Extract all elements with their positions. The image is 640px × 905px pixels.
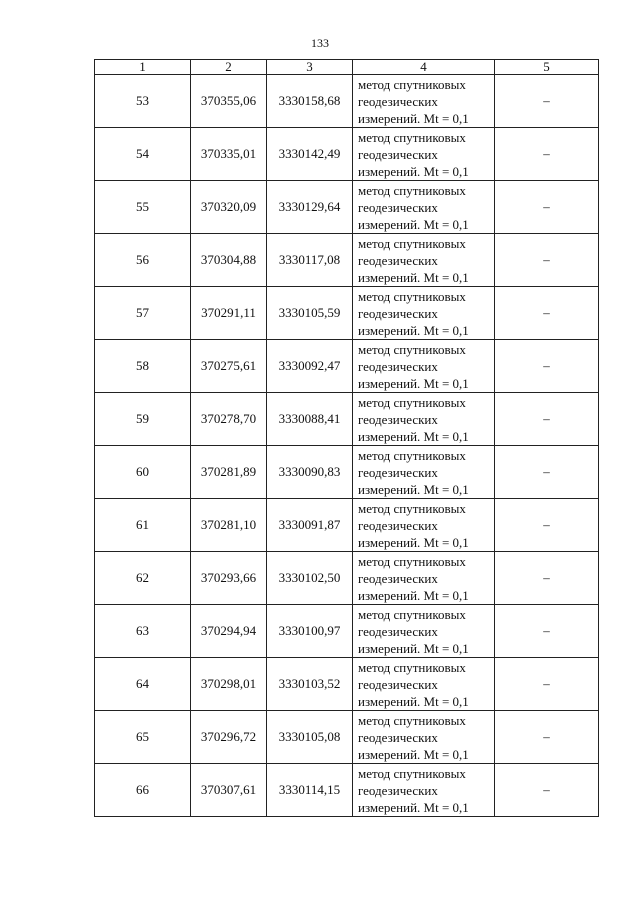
method-cell [353, 234, 495, 287]
note-cell: – [495, 340, 599, 393]
page-number: 133 [311, 36, 329, 50]
coordinate-y-cell: 3330114,15 [267, 764, 353, 817]
method-line: измерений. Mt = 0,1 [358, 587, 469, 603]
coordinate-y-cell: 3330092,47 [267, 340, 353, 393]
method-line: метод спутниковых [358, 394, 466, 410]
coordinate-y-cell: 3330158,68 [267, 75, 353, 128]
coordinate-x-cell: 370278,70 [191, 393, 267, 446]
method-cell [353, 658, 495, 711]
table-row [95, 764, 599, 817]
point-number-cell: 64 [95, 658, 191, 711]
method-cell [353, 181, 495, 234]
note-cell: – [495, 605, 599, 658]
note-cell: – [495, 764, 599, 817]
coordinate-y-cell: 3330129,64 [267, 181, 353, 234]
note-cell: – [495, 499, 599, 552]
coordinate-y-cell: 3330091,87 [267, 499, 353, 552]
method-cell [353, 552, 495, 605]
method-line: метод спутниковых [358, 76, 466, 92]
coordinate-y-cell: 3330088,41 [267, 393, 353, 446]
method-line: геодезических [358, 570, 438, 586]
table-row [95, 499, 599, 552]
coordinate-y-cell: 3330090,83 [267, 446, 353, 499]
table-row [95, 552, 599, 605]
coordinate-x-cell: 370281,89 [191, 446, 267, 499]
method-line: измерений. Mt = 0,1 [358, 799, 469, 815]
table-row [95, 393, 599, 446]
method-line: метод спутниковых [358, 182, 466, 198]
method-line: измерений. Mt = 0,1 [358, 746, 469, 762]
table-row [95, 446, 599, 499]
coordinate-x-cell: 370294,94 [191, 605, 267, 658]
point-number-cell: 63 [95, 605, 191, 658]
method-line: измерений. Mt = 0,1 [358, 481, 469, 497]
method-line: измерений. Mt = 0,1 [358, 375, 469, 391]
point-number-cell: 57 [95, 287, 191, 340]
method-cell [353, 764, 495, 817]
method-line: метод спутниковых [358, 341, 466, 357]
point-number-cell: 53 [95, 75, 191, 128]
coordinate-y-cell: 3330105,59 [267, 287, 353, 340]
method-line: измерений. Mt = 0,1 [358, 163, 469, 179]
method-line: геодезических [358, 305, 438, 321]
table-row [95, 340, 599, 393]
method-line: измерений. Mt = 0,1 [358, 216, 469, 232]
coordinate-y-cell: 3330105,08 [267, 711, 353, 764]
method-line: метод спутниковых [358, 447, 466, 463]
point-number-cell: 65 [95, 711, 191, 764]
coordinates-table [94, 59, 599, 817]
method-line: геодезических [358, 623, 438, 639]
coordinate-x-cell: 370296,72 [191, 711, 267, 764]
method-cell [353, 75, 495, 128]
table-row [95, 605, 599, 658]
method-line: геодезических [358, 411, 438, 427]
table-header-row [95, 60, 599, 75]
method-line: геодезических [358, 517, 438, 533]
note-cell: – [495, 75, 599, 128]
point-number-cell: 66 [95, 764, 191, 817]
method-cell [353, 393, 495, 446]
method-line: геодезических [358, 252, 438, 268]
method-line: геодезических [358, 464, 438, 480]
note-cell: – [495, 393, 599, 446]
note-cell: – [495, 234, 599, 287]
note-cell: – [495, 711, 599, 764]
coordinate-y-cell: 3330142,49 [267, 128, 353, 181]
table-row [95, 128, 599, 181]
column-header-5: 5 [495, 60, 599, 75]
method-line: метод спутниковых [358, 500, 466, 516]
method-line: измерений. Mt = 0,1 [358, 269, 469, 285]
note-cell: – [495, 658, 599, 711]
method-cell [353, 128, 495, 181]
point-number-cell: 54 [95, 128, 191, 181]
coordinate-x-cell: 370355,06 [191, 75, 267, 128]
point-number-cell: 55 [95, 181, 191, 234]
column-header-2: 2 [191, 60, 267, 75]
point-number-cell: 61 [95, 499, 191, 552]
note-cell: – [495, 446, 599, 499]
method-line: метод спутниковых [358, 129, 466, 145]
point-number-cell: 59 [95, 393, 191, 446]
point-number-cell: 60 [95, 446, 191, 499]
coordinate-x-cell: 370275,61 [191, 340, 267, 393]
column-header-3: 3 [267, 60, 353, 75]
column-header-4: 4 [353, 60, 495, 75]
method-line: метод спутниковых [358, 659, 466, 675]
method-line: метод спутниковых [358, 288, 466, 304]
method-line: метод спутниковых [358, 235, 466, 251]
table-row [95, 711, 599, 764]
method-line: геодезических [358, 199, 438, 215]
method-cell [353, 340, 495, 393]
note-cell: – [495, 287, 599, 340]
table-row [95, 75, 599, 128]
point-number-cell: 56 [95, 234, 191, 287]
table-row [95, 234, 599, 287]
point-number-cell: 58 [95, 340, 191, 393]
method-cell [353, 711, 495, 764]
coordinate-x-cell: 370281,10 [191, 499, 267, 552]
method-line: измерений. Mt = 0,1 [358, 640, 469, 656]
coordinate-x-cell: 370335,01 [191, 128, 267, 181]
coordinate-x-cell: 370307,61 [191, 764, 267, 817]
point-number-cell: 62 [95, 552, 191, 605]
note-cell: – [495, 552, 599, 605]
table-row [95, 658, 599, 711]
coordinate-x-cell: 370298,01 [191, 658, 267, 711]
method-line: метод спутниковых [358, 606, 466, 622]
method-line: геодезических [358, 782, 438, 798]
method-line: геодезических [358, 93, 438, 109]
coordinate-x-cell: 370291,11 [191, 287, 267, 340]
method-line: измерений. Mt = 0,1 [358, 110, 469, 126]
note-cell: – [495, 181, 599, 234]
coordinate-y-cell: 3330100,97 [267, 605, 353, 658]
coordinate-y-cell: 3330117,08 [267, 234, 353, 287]
coordinate-x-cell: 370304,88 [191, 234, 267, 287]
table-row [95, 181, 599, 234]
method-line: геодезических [358, 146, 438, 162]
coordinate-x-cell: 370320,09 [191, 181, 267, 234]
method-line: измерений. Mt = 0,1 [358, 693, 469, 709]
method-line: измерений. Mt = 0,1 [358, 534, 469, 550]
method-line: геодезических [358, 358, 438, 374]
coordinate-x-cell: 370293,66 [191, 552, 267, 605]
note-cell: – [495, 128, 599, 181]
method-cell [353, 605, 495, 658]
method-line: измерений. Mt = 0,1 [358, 428, 469, 444]
coordinate-y-cell: 3330103,52 [267, 658, 353, 711]
column-header-1: 1 [95, 60, 191, 75]
method-cell [353, 446, 495, 499]
table-body [95, 75, 599, 817]
method-line: геодезических [358, 676, 438, 692]
method-line: метод спутниковых [358, 712, 466, 728]
method-line: геодезических [358, 729, 438, 745]
table-row [95, 287, 599, 340]
method-line: измерений. Mt = 0,1 [358, 322, 469, 338]
coordinate-y-cell: 3330102,50 [267, 552, 353, 605]
method-cell [353, 287, 495, 340]
method-line: метод спутниковых [358, 765, 466, 781]
method-cell [353, 499, 495, 552]
method-line: метод спутниковых [358, 553, 466, 569]
